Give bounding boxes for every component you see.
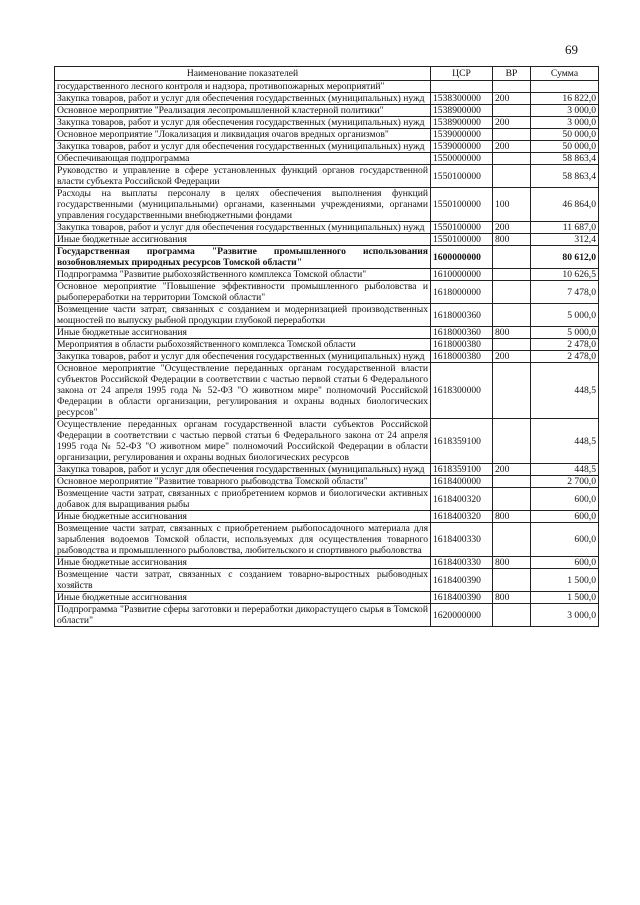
row-csr: 1618400320 (431, 511, 493, 523)
table-row (55, 141, 599, 153)
header-name: Наименование показателей (55, 67, 431, 81)
row-name: Возмещение части затрат, связанных с приобретением кормов и биологически активных добавок для выращивания рыбы (55, 488, 431, 511)
row-vr (493, 281, 531, 304)
row-csr: 1618000380 (431, 339, 493, 351)
header-csr: ЦСР (431, 67, 493, 81)
row-vr (493, 363, 531, 419)
row-vr (493, 304, 531, 327)
row-sum: 50 000,0 (531, 129, 599, 141)
budget-table (54, 66, 599, 627)
table-row (55, 222, 599, 234)
table-row (55, 523, 599, 557)
row-name: Основное мероприятие "Реализация лесопромышленной кластерной политики" (55, 105, 431, 117)
row-name: Возмещение части затрат, связанных с созданием товарно-выростных рыбоводных хозяйств (55, 569, 431, 592)
row-csr: 1538900000 (431, 117, 493, 129)
row-vr: 100 (493, 188, 531, 222)
row-vr (493, 569, 531, 592)
row-vr (493, 339, 531, 351)
table-row (55, 569, 599, 592)
page-number: 69 (565, 42, 578, 57)
table-row (55, 81, 599, 93)
table-row (55, 464, 599, 476)
row-vr: 200 (493, 351, 531, 363)
row-vr (493, 81, 531, 93)
row-name: Возмещение части затрат, связанных с приобретением рыбопосадочного материала для зарыбления водоемов Томской области, используемых для осуществления товарного рыбоводства и промышленного рыболовства, любительского и спортивного рыболовства (55, 523, 431, 557)
row-sum: 5 000,0 (531, 327, 599, 339)
row-csr: 1618359100 (431, 419, 493, 464)
row-name: Закупка товаров, работ и услуг для обеспечения государственных (муниципальных) нужд (55, 141, 431, 153)
row-vr (493, 269, 531, 281)
row-csr: 1618000360 (431, 327, 493, 339)
row-vr (493, 165, 531, 188)
row-name: Иные бюджетные ассигнования (55, 511, 431, 523)
row-name: Подпрограмма "Развитие сферы заготовки и переработки дикорастущего сырья в Томской области" (55, 604, 431, 627)
table-row (55, 281, 599, 304)
table-row (55, 153, 599, 165)
row-sum: 600,0 (531, 511, 599, 523)
row-sum: 3 000,0 (531, 604, 599, 627)
table-row (55, 105, 599, 117)
row-sum: 58 863,4 (531, 153, 599, 165)
table-row (55, 351, 599, 363)
row-sum: 448,5 (531, 363, 599, 419)
row-name: Основное мероприятие "Развитие товарного рыбоводства Томской области" (55, 476, 431, 488)
row-sum: 16 822,0 (531, 93, 599, 105)
row-name: Мероприятия в области рыбохозяйственного комплекса Томской области (55, 339, 431, 351)
row-vr: 800 (493, 557, 531, 569)
row-name: Иные бюджетные ассигнования (55, 327, 431, 339)
table-row (55, 339, 599, 351)
row-name: Закупка товаров, работ и услуг для обеспечения государственных (муниципальных) нужд (55, 93, 431, 105)
row-csr: 1618400390 (431, 592, 493, 604)
row-sum: 2 700,0 (531, 476, 599, 488)
row-csr: 1618300000 (431, 363, 493, 419)
row-sum: 58 863,4 (531, 165, 599, 188)
row-csr (431, 81, 493, 93)
row-sum: 80 612,0 (531, 246, 599, 269)
row-csr: 1618400000 (431, 476, 493, 488)
row-sum: 46 864,0 (531, 188, 599, 222)
row-csr: 1618000380 (431, 351, 493, 363)
row-sum: 3 000,0 (531, 117, 599, 129)
row-name: Закупка товаров, работ и услуг для обеспечения государственных (муниципальных) нужд (55, 222, 431, 234)
row-csr: 1610000000 (431, 269, 493, 281)
row-sum: 11 687,0 (531, 222, 599, 234)
row-vr (493, 246, 531, 269)
table-row (55, 188, 599, 222)
row-sum: 448,5 (531, 464, 599, 476)
row-sum: 1 500,0 (531, 592, 599, 604)
row-vr: 800 (493, 511, 531, 523)
row-csr: 1618400320 (431, 488, 493, 511)
row-vr: 800 (493, 592, 531, 604)
row-name: Государственная программа "Развитие промышленного использования возобновляемых природных ресурсов Томской области" (55, 246, 431, 269)
row-sum: 600,0 (531, 523, 599, 557)
row-vr (493, 488, 531, 511)
row-sum: 600,0 (531, 557, 599, 569)
header-sum: Сумма (531, 67, 599, 81)
row-csr: 1550100000 (431, 234, 493, 246)
row-sum: 3 000,0 (531, 105, 599, 117)
table-row (55, 592, 599, 604)
row-csr: 1618400390 (431, 569, 493, 592)
row-sum: 600,0 (531, 488, 599, 511)
row-name: Основное мероприятие "Осуществление переданных органам государственной власти субъектов Российской Федерации в соответствии с частью первой статьи 6 Федерального закона от 24 апреля 1995 года № 52-ФЗ "О животном мире" полномочий Российской Федерации в области организации, регулирования и охраны водных биологических ресурсов" (55, 363, 431, 419)
table-row (55, 129, 599, 141)
row-vr: 200 (493, 222, 531, 234)
header-vr: ВР (493, 67, 531, 81)
row-sum: 2 478,0 (531, 351, 599, 363)
row-vr (493, 523, 531, 557)
row-name: Расходы на выплаты персоналу в целях обеспечения выполнения функций государственными (муниципальными) органами, казенными учреждениями, органами управления государственными внебюджетными фондами (55, 188, 431, 222)
row-name: Возмещение части затрат, связанных с созданием и модернизацией производственных мощностей по выпуску рыбной продукции глубокой переработки (55, 304, 431, 327)
row-vr: 800 (493, 234, 531, 246)
table-row (55, 234, 599, 246)
row-name: Основное мероприятие "Повышение эффективности промышленного рыболовства и рыбопереработки на территории Томской области" (55, 281, 431, 304)
table-row (55, 165, 599, 188)
row-csr: 1550000000 (431, 153, 493, 165)
row-csr: 1539000000 (431, 141, 493, 153)
row-name: Закупка товаров, работ и услуг для обеспечения государственных (муниципальных) нужд (55, 464, 431, 476)
table-row (55, 557, 599, 569)
row-vr: 200 (493, 93, 531, 105)
table-row (55, 246, 599, 269)
row-name: Закупка товаров, работ и услуг для обеспечения государственных (муниципальных) нужд (55, 117, 431, 129)
row-csr: 1620000000 (431, 604, 493, 627)
row-vr (493, 153, 531, 165)
row-vr (493, 476, 531, 488)
row-csr: 1600000000 (431, 246, 493, 269)
row-name: Основное мероприятие "Локализация и ликвидация очагов вредных организмов" (55, 129, 431, 141)
row-csr: 1618000360 (431, 304, 493, 327)
table-row (55, 327, 599, 339)
row-sum: 2 478,0 (531, 339, 599, 351)
table-row (55, 476, 599, 488)
row-sum: 448,5 (531, 419, 599, 464)
row-name: Подпрограмма "Развитие рыбохозяйственного комплекса Томской области" (55, 269, 431, 281)
table-row (55, 363, 599, 419)
table-row (55, 511, 599, 523)
row-name: Руководство и управление в сфере установленных функций органов государственной власти субъекта Российской Федерации (55, 165, 431, 188)
table-row (55, 304, 599, 327)
table-row (55, 488, 599, 511)
row-vr: 200 (493, 117, 531, 129)
row-sum: 1 500,0 (531, 569, 599, 592)
row-name: Иные бюджетные ассигнования (55, 557, 431, 569)
row-name: государственного лесного контроля и надзора, противопожарных мероприятий" (55, 81, 431, 93)
row-name: Обеспечивающая подпрограмма (55, 153, 431, 165)
row-vr: 800 (493, 327, 531, 339)
row-csr: 1538300000 (431, 93, 493, 105)
row-csr: 1618000000 (431, 281, 493, 304)
row-sum: 10 626,5 (531, 269, 599, 281)
row-csr: 1618400330 (431, 523, 493, 557)
row-csr: 1538900000 (431, 105, 493, 117)
row-name: Иные бюджетные ассигнования (55, 234, 431, 246)
row-vr (493, 105, 531, 117)
table-body (55, 81, 599, 627)
row-csr: 1539000000 (431, 129, 493, 141)
row-sum: 312,4 (531, 234, 599, 246)
table-row (55, 269, 599, 281)
row-vr: 200 (493, 141, 531, 153)
row-csr: 1618400330 (431, 557, 493, 569)
row-csr: 1550100000 (431, 188, 493, 222)
row-name: Иные бюджетные ассигнования (55, 592, 431, 604)
row-vr (493, 604, 531, 627)
table-row (55, 117, 599, 129)
row-name: Закупка товаров, работ и услуг для обеспечения государственных (муниципальных) нужд (55, 351, 431, 363)
row-sum (531, 81, 599, 93)
row-csr: 1618359100 (431, 464, 493, 476)
row-csr: 1550100000 (431, 165, 493, 188)
row-sum: 5 000,0 (531, 304, 599, 327)
table-row (55, 93, 599, 105)
row-vr (493, 129, 531, 141)
table-row (55, 419, 599, 464)
table-header-row (55, 67, 599, 81)
table-row (55, 604, 599, 627)
row-name: Осуществление переданных органам государственной власти субъектов Российской Федерации в соответствии с частью первой статьи 6 Федерального закона от 24 апреля 1995 года № 52-ФЗ "О животном мире" полномочий Российской Федерации в области организации, регулирования и охраны водных биологических ресурсов (55, 419, 431, 464)
row-vr: 200 (493, 464, 531, 476)
row-vr (493, 419, 531, 464)
row-csr: 1550100000 (431, 222, 493, 234)
row-sum: 50 000,0 (531, 141, 599, 153)
row-sum: 7 478,0 (531, 281, 599, 304)
